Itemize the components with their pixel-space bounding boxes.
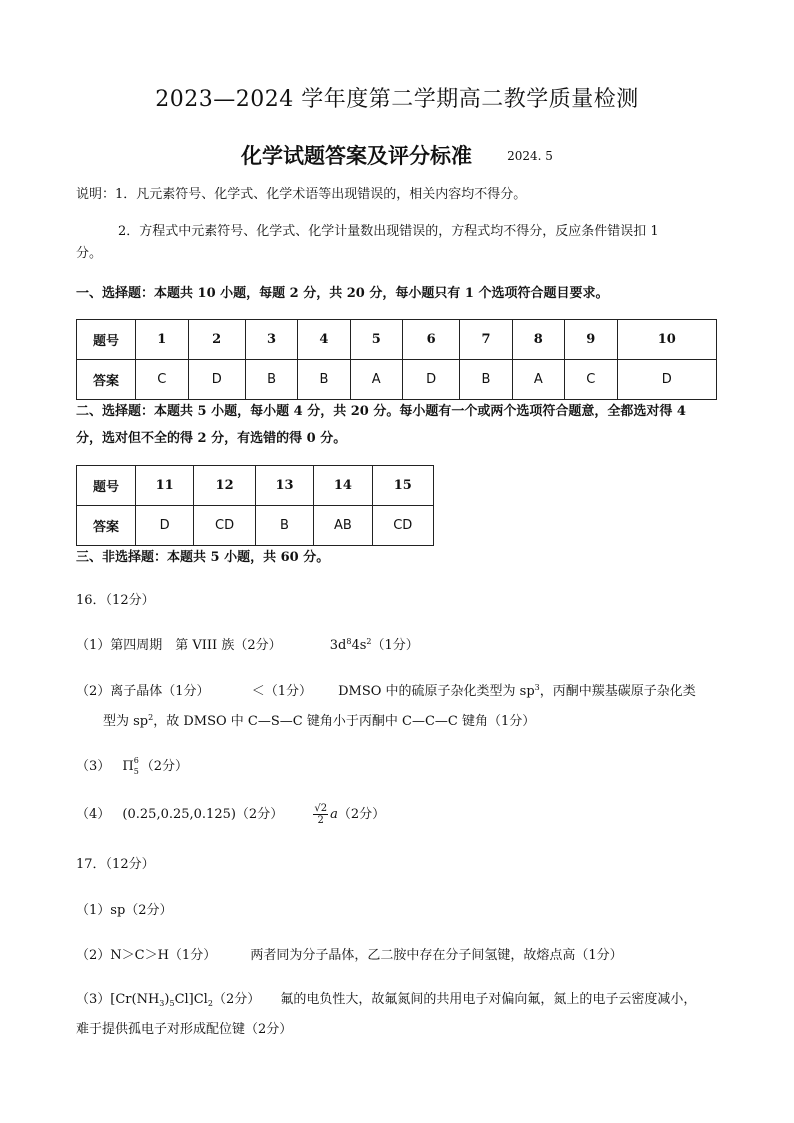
q16-part3-label: （3） [76, 759, 111, 774]
q17-title: 17．（12分） [76, 857, 155, 872]
note-line-3: 分。 [76, 246, 103, 261]
subtitle-row [0, 140, 794, 170]
section1-question-row [77, 320, 717, 360]
answer-cell: D [402, 360, 459, 400]
q17-part3-score: （2分） [212, 992, 261, 1007]
q17-formula-part: Cl]Cl [174, 992, 208, 1007]
section1-heading: 一、选择题：本题共 10 小题，每题 2 分，共 20 分，每小题只有 1 个选项符合题目要求。 [76, 286, 609, 301]
q16-frac-num: √2 [314, 803, 328, 814]
question-cell: 7 [460, 320, 512, 360]
q16-part2-a: （2）离子晶体（1分） [76, 684, 210, 699]
note-line-1: 说明：1．凡元素符号、化学式、化学术语等出现错误的，相关内容均不得分。 [76, 187, 527, 202]
q16-fraction [313, 803, 328, 826]
q16-ec-sup: 2 [366, 637, 372, 646]
q16-pi-bond [122, 756, 140, 776]
question-cell: 2 [188, 320, 245, 360]
q16-part1 [76, 636, 419, 657]
question-cell: 3 [245, 320, 297, 360]
question-cell: 14 [314, 466, 372, 506]
q16-part1-answer: （1）第四周期 第 VIII 族（2分） [76, 638, 282, 653]
question-cell: 1 [136, 320, 189, 360]
question-cell: 12 [194, 466, 255, 506]
q16-part4 [76, 803, 385, 826]
q16-electron-config [330, 638, 419, 653]
question-cell: 15 [372, 466, 433, 506]
q16-ec-part: 4s [351, 638, 367, 653]
q16-var-a: a [330, 807, 338, 822]
q17-part1: （1）sp（2分） [76, 903, 173, 918]
q16-ec-score: （1分） [371, 638, 419, 653]
q16-part4-coord: (0.25,0.25,0.125)（2分） [122, 807, 284, 822]
answer-cell: A [350, 360, 402, 400]
q17-formula [76, 992, 213, 1007]
question-cell: 9 [565, 320, 618, 360]
answer-cell: AB [314, 506, 372, 546]
answer-cell: CD [194, 506, 255, 546]
q16-part2-d-text: ，故 DMSO 中 C—S—C 键角小于丙酮中 C—C—C 键角（1分） [153, 714, 536, 729]
answer-label-cell: 答案 [77, 360, 136, 400]
q16-part2-d-text: 型为 sp [103, 714, 149, 729]
answer-cell: B [298, 360, 350, 400]
answer-cell: D [188, 360, 245, 400]
q17-formula-sub: 3 [159, 999, 165, 1008]
q16-part2 [76, 682, 716, 703]
q16-part2-c-text: ，丙酮中羰基碳原子杂化类 [539, 684, 696, 699]
question-cell: 8 [512, 320, 564, 360]
q16-pi-sub: 5 [133, 767, 139, 776]
q17-part2-a: （2）N＞C＞H（1分） [76, 948, 217, 963]
q17-formula-sub: 2 [207, 999, 213, 1008]
answer-label-cell: 答案 [77, 506, 136, 546]
q17-formula-sub: 5 [169, 999, 175, 1008]
q16-part4-score: （2分） [337, 807, 386, 822]
q16-pi-sup: 6 [133, 756, 139, 765]
section3-heading: 三、非选择题：本题共 5 小题，共 60 分。 [76, 550, 330, 565]
q16-part2-c [338, 684, 696, 699]
q16-ec-part: 3d [329, 638, 347, 653]
document-date: 2024. 5 [507, 149, 553, 163]
q17-part2 [76, 946, 623, 966]
question-cell: 10 [617, 320, 717, 360]
q17-part3 [76, 990, 726, 1011]
q16-part2-b: ＜（1分） [251, 684, 312, 699]
answer-cell: B [460, 360, 512, 400]
q16-part2-d-sup: 2 [148, 713, 154, 722]
document-title: 2023—2024 学年度第二学期高二教学质量检测 [155, 87, 639, 112]
q16-part3 [76, 757, 188, 777]
q16-part2-c-sup: 3 [534, 683, 540, 692]
question-label-cell: 题号 [77, 466, 136, 506]
q16-pi-symbol: Π [122, 759, 134, 774]
answer-cell: D [136, 506, 194, 546]
q17-part3-text: 氟的电负性大，故氟氮间的共用电子对偏向氟，氮上的电子云密度减小， [280, 992, 697, 1007]
q16-part2-c-text: DMSO 中的硫原子杂化类型为 sp [338, 684, 535, 699]
section1-answer-row [77, 360, 717, 400]
q17-part3-cont: 难于提供孤电子对形成配位键（2分） [76, 1022, 293, 1037]
question-cell: 13 [255, 466, 313, 506]
q16-part3-score: （2分） [140, 759, 189, 774]
document-subtitle: 化学试题答案及评分标准 [241, 144, 473, 168]
answer-cell: B [245, 360, 297, 400]
section2-heading-line-1: 二、选择题：本题共 5 小题，每小题 4 分，共 20 分。每小题有一个或两个选项符合题意，全都选对得 4 [76, 404, 686, 419]
q16-frac-den: 2 [317, 815, 324, 826]
q16-ec-sup: 8 [346, 637, 352, 646]
q16-title: 16．（12分） [76, 593, 155, 608]
answer-cell: C [565, 360, 618, 400]
q17-part2-b: 两者同为分子晶体，乙二胺中存在分子间氢键，故熔点高（1分） [250, 948, 623, 963]
question-label-cell: 题号 [77, 320, 136, 360]
q16-pi-indices [133, 756, 141, 776]
question-cell: 6 [402, 320, 459, 360]
answer-cell: D [617, 360, 717, 400]
question-cell: 11 [136, 466, 194, 506]
answer-cell: CD [372, 506, 433, 546]
section1-answer-table [76, 319, 717, 400]
section2-question-row [77, 466, 434, 506]
q17-formula-part: （3）[Cr(NH [76, 992, 160, 1007]
q17-formula-part: ) [164, 992, 170, 1007]
answer-cell: A [512, 360, 564, 400]
question-cell: 4 [298, 320, 350, 360]
q16-part4-length [311, 803, 338, 826]
q16-part4-label: （4） [76, 807, 111, 822]
answer-cell: B [255, 506, 313, 546]
q16-part2-cont [103, 712, 535, 733]
section2-answer-row [77, 506, 434, 546]
section2-heading-line-2: 分，选对但不全的得 2 分，有选错的得 0 分。 [76, 431, 347, 446]
answer-cell: C [136, 360, 189, 400]
section2-answer-table [76, 465, 434, 546]
question-cell: 5 [350, 320, 402, 360]
note-line-2: 2．方程式中元素符号、化学式、化学计量数出现错误的，方程式均不得分，反应条件错误扣 1 [118, 224, 659, 239]
